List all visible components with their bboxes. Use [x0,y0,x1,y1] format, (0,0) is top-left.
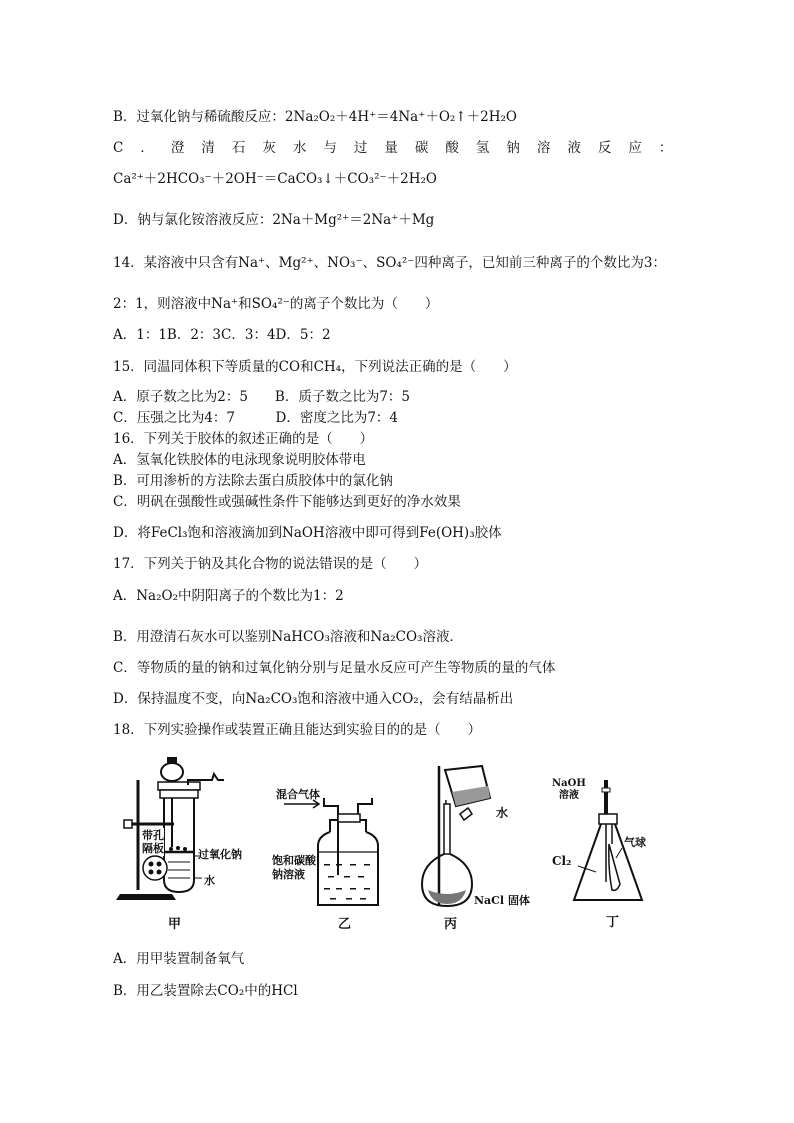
ding-cl2-label: Cl₂ [552,854,572,868]
q16-stem: 16．下列关于胶体的叙述正确的是（ ） [113,431,374,447]
q17-option-c: C．等物质的量的钠和过氧化钠分别与足量水反应可产生等物质的量的气体 [113,660,556,676]
q15-options-ab: A．原子数之比为2：5 B．质子数之比为7：5 [113,389,411,405]
q17-stem: 17．下列关于钠及其化合物的说法错误的是（ ） [113,556,428,572]
jia-water-label: 水 [204,874,215,887]
figure-bing-caption: 丙 [444,917,458,932]
ding-naoh-label-1: NaOH [552,778,586,789]
figure-yi-apparatus [272,780,392,910]
q13-option-b: B．过氧化钠与稀硫酸反应：2Na₂O₂＋4H⁺＝4Na⁺＋O₂↑＋2H₂O [113,109,517,125]
jia-board-label-2: 隔板 [142,842,164,855]
bing-water-label: 水 [496,806,509,820]
yi-solution-label-2: 钠溶液 [272,868,305,881]
jia-solid-label: 过氧化钠 [198,848,242,861]
yi-solution-label-1: 饱和碳酸 [272,854,316,867]
q17-option-d: D．保持温度不变，向Na₂CO₃饱和溶液中通入CO₂，会有结晶析出 [113,691,514,707]
q13-option-c-line2: Ca²⁺＋2HCO₃⁻＋2OH⁻＝CaCO₃↓＋CO₃²⁻＋2H₂O [113,171,437,187]
q18-option-a: A．用甲装置制备氧气 [113,951,245,967]
q18-stem: 18．下列实验操作或装置正确且能达到实验目的的是（ ） [113,722,482,738]
bing-solid-label: NaCl 固体 [474,894,530,907]
q13-option-c-line1: C．澄清石灰水与过量碳酸氢钠溶液反应： [113,140,690,156]
q17-option-b: B．用澄清石灰水可以鉴别NaHCO₃溶液和Na₂CO₃溶液． [113,629,463,645]
q13-option-d: D．钠与氯化铵溶液反应：2Na＋Mg²⁺＝2Na⁺＋Mg [113,212,435,228]
q16-option-b: B．可用渗析的方法除去蛋白质胶体中的氯化钠 [113,473,393,489]
figure-jia-caption: 甲 [168,917,182,932]
figure-bing-apparatus [412,760,530,910]
jia-board-label-1: 带孔 [142,829,164,842]
figure-ding-apparatus [546,770,666,910]
q15-stem: 15．同温同体积下等质量的CO和CH₄，下列说法正确的是（ ） [113,359,517,375]
ding-naoh-label-2: 溶液 [558,790,579,801]
q15-options-cd: C．压强之比为4：7 D．密度之比为7：4 [113,410,399,426]
yi-gas-label: 混合气体 [276,788,320,801]
q16-option-a: A．氢氧化铁胶体的电泳现象说明胶体带电 [113,452,366,468]
q14-options: A．1：1B．2：3C．3：4D．5：2 [113,327,331,343]
q17-option-a: A．Na₂O₂中阴阳离子的个数比为1：2 [113,588,344,604]
q16-option-d: D．将FeCl₃饱和溶液滴加到NaOH溶液中即可得到Fe(OH)₃胶体 [113,525,502,541]
q18-option-b: B．用乙装置除去CO₂中的HCl [113,983,298,999]
figure-yi-caption: 乙 [338,917,352,932]
figure-ding-caption: 丁 [606,915,620,930]
q14-stem-line1: 14．某溶液中只含有Na⁺、Mg²⁺、NO₃⁻、SO₄²⁻四种离子，已知前三种离子的个数比为3： [113,255,666,271]
q14-stem-line2: 2：1，则溶液中Na⁺和SO₄²⁻的离子个数比为（ ） [113,296,439,312]
figure-jia-apparatus [112,752,257,912]
q16-option-c: C．明矾在强酸性或强碱性条件下能够达到更好的净水效果 [113,494,461,510]
ding-balloon-label: 气球 [624,836,646,849]
